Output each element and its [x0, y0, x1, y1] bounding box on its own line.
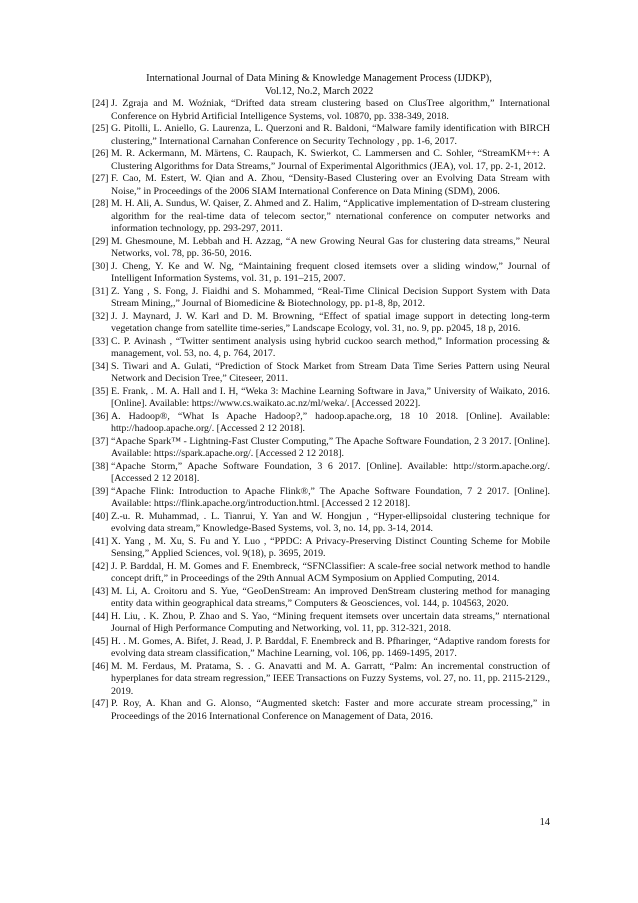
reference-item	[92, 636, 550, 661]
reference-number: [34]	[92, 360, 109, 372]
reference-item	[92, 411, 550, 436]
reference-number: [37]	[92, 435, 109, 447]
reference-text: M. Li, A. Croitoru and S. Yue, “GeoDenStream: An improved DenStream clustering method for managing entity data within geographical data streams,” Computers & Geosciences, vol. 144, p. 104563, 2020.	[111, 585, 550, 609]
reference-item	[92, 361, 550, 386]
reference-text: “Apache Storm,” Apache Software Foundation, 3 6 2017. [Online]. Available: http://storm.apache.org/. [Accessed 2 12 2018].	[111, 460, 550, 484]
reference-text: “Apache Spark™ - Lightning-Fast Cluster Computing,” The Apache Software Foundation, 2 3 2017. [Online]. Available: https://spark.apache.org/. [Accessed 2 12 2018].	[111, 435, 550, 459]
reference-item	[92, 611, 550, 636]
reference-text: J. P. Barddal, H. M. Gomes and F. Enembreck, “SFNClassifier: A scale-free social network method to handle concept drift,” in Proceedings of the 29th Annual ACM Symposium on Applied Computing, 2014.	[111, 560, 550, 584]
reference-item	[92, 511, 550, 536]
reference-number: [27]	[92, 173, 109, 184]
reference-item	[92, 198, 550, 236]
reference-number: [33]	[92, 335, 109, 347]
reference-text: E. Frank, . M. A. Hall and I. H, “Weka 3: Machine Learning Software in Java,” University of Waikato, 2016. [Online]. Available: https://www.cs.waikato.ac.nz/ml/weka/. [Accessed 2022].	[111, 385, 550, 409]
reference-number: [30]	[92, 260, 109, 272]
reference-number: [24]	[92, 98, 109, 109]
reference-number: [42]	[92, 560, 109, 572]
reference-text: “Apache Flink: Introduction to Apache Flink®,” The Apache Software Foundation, 7 2 2017. [Online]. Available: https://flink.apache.org/introduction.html. [Accessed 2 12 2018].	[111, 485, 550, 509]
reference-number: [35]	[92, 385, 109, 397]
reference-number: [46]	[92, 660, 109, 672]
reference-text: S. Tiwari and A. Gulati, “Prediction of Stock Market from Stream Data Time Series Pattern using Neural Network and Decision Tree,” Citeseer, 2011.	[111, 360, 550, 384]
reference-text: P. Roy, A. Khan and G. Alonso, “Augmented sketch: Faster and more accurate stream processing,” in Proceedings of the 2016 International Conference on Management of Data, 2016.	[111, 698, 550, 722]
reference-text: M. H. Ali, A. Sundus, W. Qaiser, Z. Ahmed and Z. Halim, “Applicative implementation of D-stream clustering algorithm for the real-time data of telecom sector,” nternational conference on computer networks and information technology, pp. 293-297, 2011.	[111, 198, 550, 234]
reference-text: Z. Yang , S. Fong, J. Fiaidhi and S. Mohammed, “Real-Time Clinical Decision Support System with Data Stream Mining,,” Journal of Biomedicine & Biotechnology, pp. p1-8, 8p, 2012.	[111, 285, 550, 309]
reference-item	[92, 698, 550, 723]
reference-text: J. Cheng, Y. Ke and W. Ng, “Maintaining frequent closed itemsets over a sliding window,” Journal of Intelligent Information Systems, vol. 31, p. 191–215, 2007.	[111, 260, 550, 284]
reference-item	[92, 386, 550, 411]
reference-number: [44]	[92, 610, 109, 622]
reference-item	[92, 286, 550, 311]
reference-item	[92, 173, 550, 198]
reference-number: [28]	[92, 198, 109, 209]
reference-item	[92, 123, 550, 148]
reference-item	[92, 586, 550, 611]
reference-number: [39]	[92, 485, 109, 497]
reference-list	[92, 98, 550, 723]
reference-text: J. Zgraja and M. Woźniak, “Drifted data stream clustering based on ClusTree algorithm,” International Conference on Hybrid Artificial Intelligence Systems, vol. 10870, pp. 338-349, 2018.	[111, 98, 550, 122]
journal-issue: Vol.12, No.2, March 2022	[264, 85, 374, 97]
reference-text: G. Pitolli, L. Aniello, G. Laurenza, L. Querzoni and R. Baldoni, “Malware family identification with BIRCH clustering,” International Carnahan Conference on Security Technology , pp. 1-6, 2017.	[111, 123, 550, 147]
reference-number: [29]	[92, 235, 109, 247]
reference-number: [41]	[92, 535, 109, 547]
reference-item	[92, 461, 550, 486]
reference-number: [25]	[92, 123, 109, 134]
reference-number: [43]	[92, 585, 109, 597]
reference-text: J. J. Maynard, J. W. Karl and D. M. Browning, “Effect of spatial image support in detecting long-term vegetation change from satellite time-series,” Landscape Ecology, vol. 31, no. 9, pp. p2045, 18 p, 2016.	[111, 310, 550, 334]
reference-text: Z.-u. R. Muhammad, . L. Tianrui, Y. Yan and W. Hongjun , “Hyper-ellipsoidal clustering technique for evolving data stream,” Knowledge-Based Systems, vol. 3, no. 14, pp. 3-14, 2014.	[111, 510, 550, 534]
reference-item	[92, 236, 550, 261]
reference-text: X. Yang , M. Xu, S. Fu and Y. Luo , “PPDC: A Privacy-Preserving Distinct Counting Scheme for Mobile Sensing,” Applied Sciences, vol. 9(18), p. 3695, 2019.	[111, 535, 550, 559]
reference-text: M. M. Ferdaus, M. Pratama, S. . G. Anavatti and M. A. Garratt, “Palm: An incremental construction of hyperplanes for data stream regression,” IEEE Transactions on Fuzzy Systems, vol. 27, no. 11, pp. 2115-2129., 2019.	[111, 660, 550, 697]
reference-text: H. Liu, . K. Zhou, P. Zhao and S. Yao, “Mining frequent itemsets over uncertain data streams,” nternational Journal of High Performance Computing and Networking, vol. 11, pp. 312-321, 2018.	[111, 610, 550, 634]
reference-item	[92, 561, 550, 586]
page-number: 14	[539, 817, 550, 828]
reference-text: H. . M. Gomes, A. Bifet, J. Read, J. P. Barddal, F. Enembreck and B. Pfharinger, “Adaptive random forests for evolving data stream classification,” Machine Learning, vol. 106, pp. 1469-1495, 2017.	[111, 635, 550, 659]
reference-number: [31]	[92, 285, 109, 297]
journal-header	[0, 73, 638, 98]
reference-number: [47]	[92, 698, 109, 709]
journal-title: International Journal of Data Mining & Knowledge Management Process (IJDKP),	[146, 73, 492, 84]
reference-item	[92, 486, 550, 511]
reference-item	[92, 436, 550, 461]
reference-text: A. Hadoop®, “What Is Apache Hadoop?,” hadoop.apache.org, 18 10 2018. [Online]. Available: http://hadoop.apache.org/. [Accessed 2 12 2018].	[111, 410, 550, 434]
reference-text: C. P. Avinash , “Twitter sentiment analysis using hybrid cuckoo search method,” Information processing & management, vol. 53, no. 4, p. 764, 2017.	[111, 335, 550, 359]
reference-item	[92, 261, 550, 286]
reference-item	[92, 98, 550, 123]
reference-number: [36]	[92, 410, 109, 422]
reference-number: [26]	[92, 148, 109, 159]
reference-number: [45]	[92, 635, 109, 647]
reference-item	[92, 536, 550, 561]
reference-item	[92, 311, 550, 336]
reference-text: M. R. Ackermann, M. Märtens, C. Raupach, K. Swierkot, C. Lammersen and C. Sohler, “StreamKM++: A Clustering Algorithms for Data Streams,” Journal of Experimental Algorithmics (JEA), vol. 17, pp. 2-1, 2012.	[111, 148, 550, 172]
reference-item	[92, 661, 550, 699]
reference-number: [32]	[92, 310, 109, 322]
reference-item	[92, 148, 550, 173]
reference-number: [38]	[92, 460, 109, 472]
reference-item	[92, 336, 550, 361]
reference-text: M. Ghesmoune, M. Lebbah and H. Azzag, “A new Growing Neural Gas for clustering data streams,” Neural Networks, vol. 78, pp. 36-50, 2016.	[111, 235, 550, 259]
reference-number: [40]	[92, 510, 109, 522]
reference-text: F. Cao, M. Estert, W. Qian and A. Zhou, “Density-Based Clustering over an Evolving Data Stream with Noise,” in Proceedings of the 2006 SIAM International Conference on Data Mining (SDM), 2006.	[111, 173, 550, 197]
